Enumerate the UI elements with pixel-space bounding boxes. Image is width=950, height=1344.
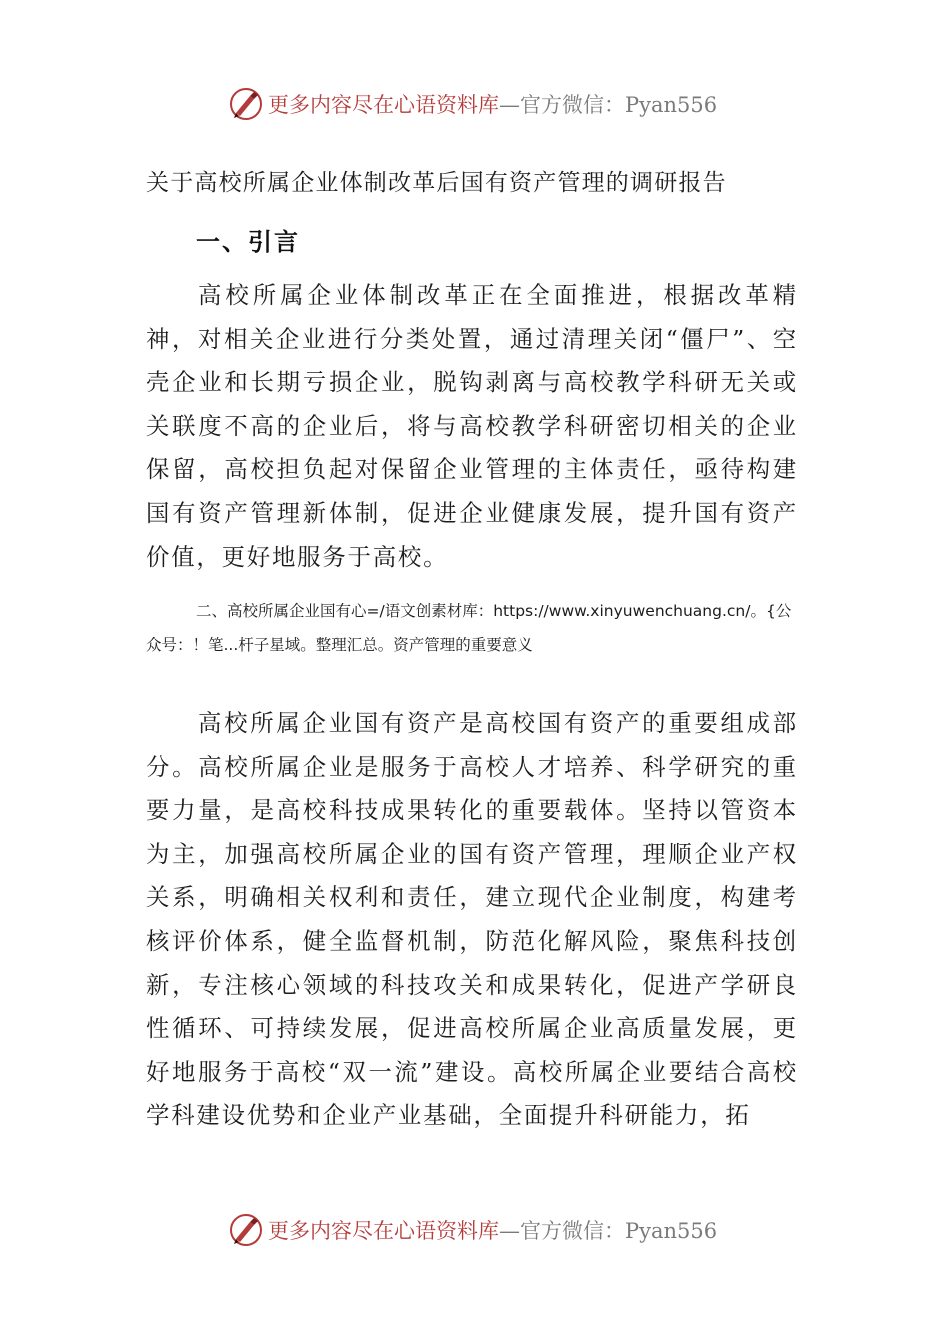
watermark-banner-top <box>228 84 748 124</box>
paragraph-significance: 高校所属企业国有资产是高校国有资产的重要组成部分。高校所属企业是服务于高校人才培养、科学研究的重要力量，是高校科技成果转化的重要载体。坚持以管资本为主，加强高校所属企业的国有资产管理，理顺企业产权关系，明确相关权利和责任，建立现代企业制度，构建考核评价体系，健全监督机制，防范化解风险，聚焦科技创新，专注核心领域的科技攻关和成果转化，促进产学研良性循环、可持续发展，促进高校所属企业高质量发展，更好地服务于高校“双一流”建设。高校所属企业要结合高校学科建设优势和企业产业基础，全面提升科研能力，拓 <box>146 709 798 1130</box>
watermark-text: 更多内容尽在心语资料库—官方微信：Pyan556 <box>268 93 718 117</box>
section-heading-significance: 二、高校所属企业国有心=/语文创素材库：https://www.xinyuwenchuang.cn/。{公众号：！笔...杆子星域。整理汇总。资产管理的重要意义 <box>146 602 792 654</box>
pen-logo-icon <box>228 86 264 122</box>
watermark-text: 更多内容尽在心语资料库—官方微信：Pyan556 <box>268 1219 718 1243</box>
paragraph-introduction: 高校所属企业体制改革正在全面推进，根据改革精神，对相关企业进行分类处置，通过清理关闭“僵尸”、空壳企业和长期亏损企业，脱钩剥离与高校教学科研无关或关联度不高的企业后，将与高校教学科研密切相关的企业保留，高校担负起对保留企业管理的主体责任，亟待构建国有资产管理新体制，促进企业健康发展，提升国有资产价值，更好地服务于高校。 <box>146 281 798 571</box>
section-heading-introduction: 一、引言 <box>196 228 300 256</box>
document-title: 关于高校所属企业体制改革后国有资产管理的调研报告 <box>146 170 727 196</box>
pen-logo-icon <box>228 1212 264 1248</box>
watermark-banner-bottom <box>228 1210 748 1250</box>
